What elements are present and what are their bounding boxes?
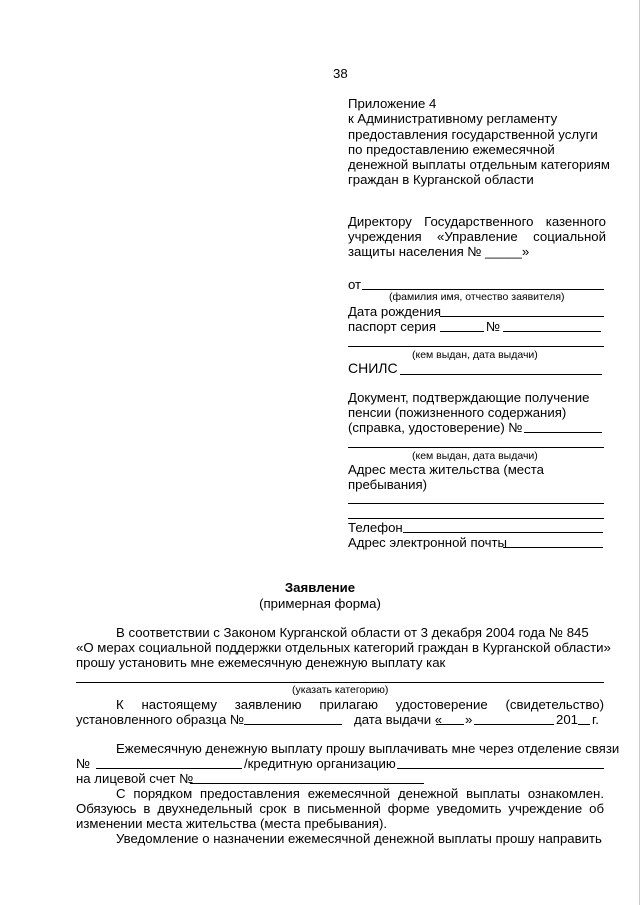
passport-issued-field[interactable] (348, 346, 604, 347)
p3-label-no: № (76, 756, 91, 771)
address-line-1: Адрес места жительства (места (348, 462, 544, 477)
from-hint: (фамилия имя, отчество заявителя) (389, 291, 565, 303)
issue-day-field[interactable] (436, 724, 464, 725)
category-field[interactable] (76, 682, 604, 683)
issue-month-field[interactable] (474, 724, 554, 725)
snils-field[interactable] (400, 374, 602, 375)
p2-label-a: установленного образца № (76, 712, 245, 727)
phone-label: Телефон (348, 520, 403, 535)
phone-field[interactable] (403, 532, 603, 533)
p1-line-3: прошу установить мне ежемесячную денежную выплату как (76, 655, 446, 670)
p2-label-c: » (465, 712, 473, 727)
address-field-2[interactable] (348, 518, 604, 519)
address-field-1[interactable] (348, 503, 604, 504)
snils-label: СНИЛС (348, 360, 398, 376)
statement-subtitle: (примерная форма) (259, 596, 381, 611)
address-line-2: пребывания) (348, 477, 428, 492)
email-field[interactable] (503, 547, 603, 548)
doc-line-3: (справка, удостоверение) № (348, 420, 523, 435)
p2-label-d: 201 (556, 712, 579, 727)
post-office-field[interactable] (96, 768, 242, 769)
passport-label: паспорт серия (348, 319, 437, 334)
appendix-line: граждан в Курганской области (348, 172, 534, 187)
p1-line-1: В соответствии с Законом Курганской области от 3 декабря 2004 года № 845 (116, 625, 589, 640)
passport-number-field[interactable] (503, 331, 601, 332)
p4-line-2: Обязуюсь в двухнедельный срок в письменной форме уведомить учреждение об (76, 801, 604, 816)
p3-label-bank: /кредитную организацию (244, 756, 396, 771)
addressee-line-2: учреждения «Управление социальной (348, 229, 606, 244)
p2-label-e: г. (592, 712, 599, 727)
birth-field[interactable] (440, 316, 604, 317)
appendix-title: Приложение 4 (348, 96, 437, 111)
appendix-line: по предоставлению ежемесячной (348, 142, 555, 157)
p3-line-3: на лицевой счет № (76, 771, 194, 786)
appendix-line: денежной выплаты отдельным категориям (348, 157, 610, 172)
from-label: от (348, 277, 362, 292)
from-field[interactable] (362, 289, 604, 290)
p1-line-2: «О мерах социальной поддержки отдельных категорий граждан в Курганской области» (76, 640, 611, 655)
p4-line-1: С порядком предоставления ежемесячной денежной выплаты ознакомлен. (116, 786, 604, 801)
category-hint: (указать категорию) (292, 684, 389, 696)
passport-no-label: № (486, 319, 501, 334)
issued-hint-2: (кем выдан, дата выдачи) (412, 450, 538, 462)
addressee-line-1: Директору Государственного казенного (348, 214, 606, 229)
doc-issued-field[interactable] (348, 447, 604, 448)
appendix-line: предоставления государственной услуги (348, 127, 598, 142)
p2-line-1: К настоящему заявлению прилагаю удостоверение (свидетельство) (116, 697, 604, 712)
p4-line-3: изменении места жительства (места пребывания). (76, 816, 388, 831)
certificate-number-field[interactable] (244, 724, 342, 725)
issue-year-field[interactable] (578, 724, 590, 725)
doc-line-2: пенсии (пожизненного содержания) (348, 405, 567, 420)
p2-label-b: дата выдачи « (354, 712, 443, 727)
bank-field[interactable] (397, 768, 604, 769)
passport-series-field[interactable] (440, 331, 484, 332)
addressee-line-3: защиты населения № _____» (348, 244, 530, 259)
p5-line-1: Уведомление о назначении ежемесячной денежной выплаты прошу направить (116, 831, 602, 846)
birth-label: Дата рождения (348, 304, 442, 319)
doc-line-1: Документ, подтверждающие получение (348, 390, 590, 405)
doc-number-field[interactable] (524, 432, 602, 433)
page-number: 38 (333, 66, 348, 81)
appendix-line: к Административному регламенту (348, 111, 558, 126)
email-label: Адрес электронной почты (348, 535, 508, 550)
p3-line-1: Ежемесячную денежную выплату прошу выплачивать мне через отделение связи (116, 741, 620, 756)
account-field[interactable] (190, 783, 424, 784)
statement-title: Заявление (284, 580, 356, 595)
issued-hint-1: (кем выдан, дата выдачи) (412, 349, 538, 361)
